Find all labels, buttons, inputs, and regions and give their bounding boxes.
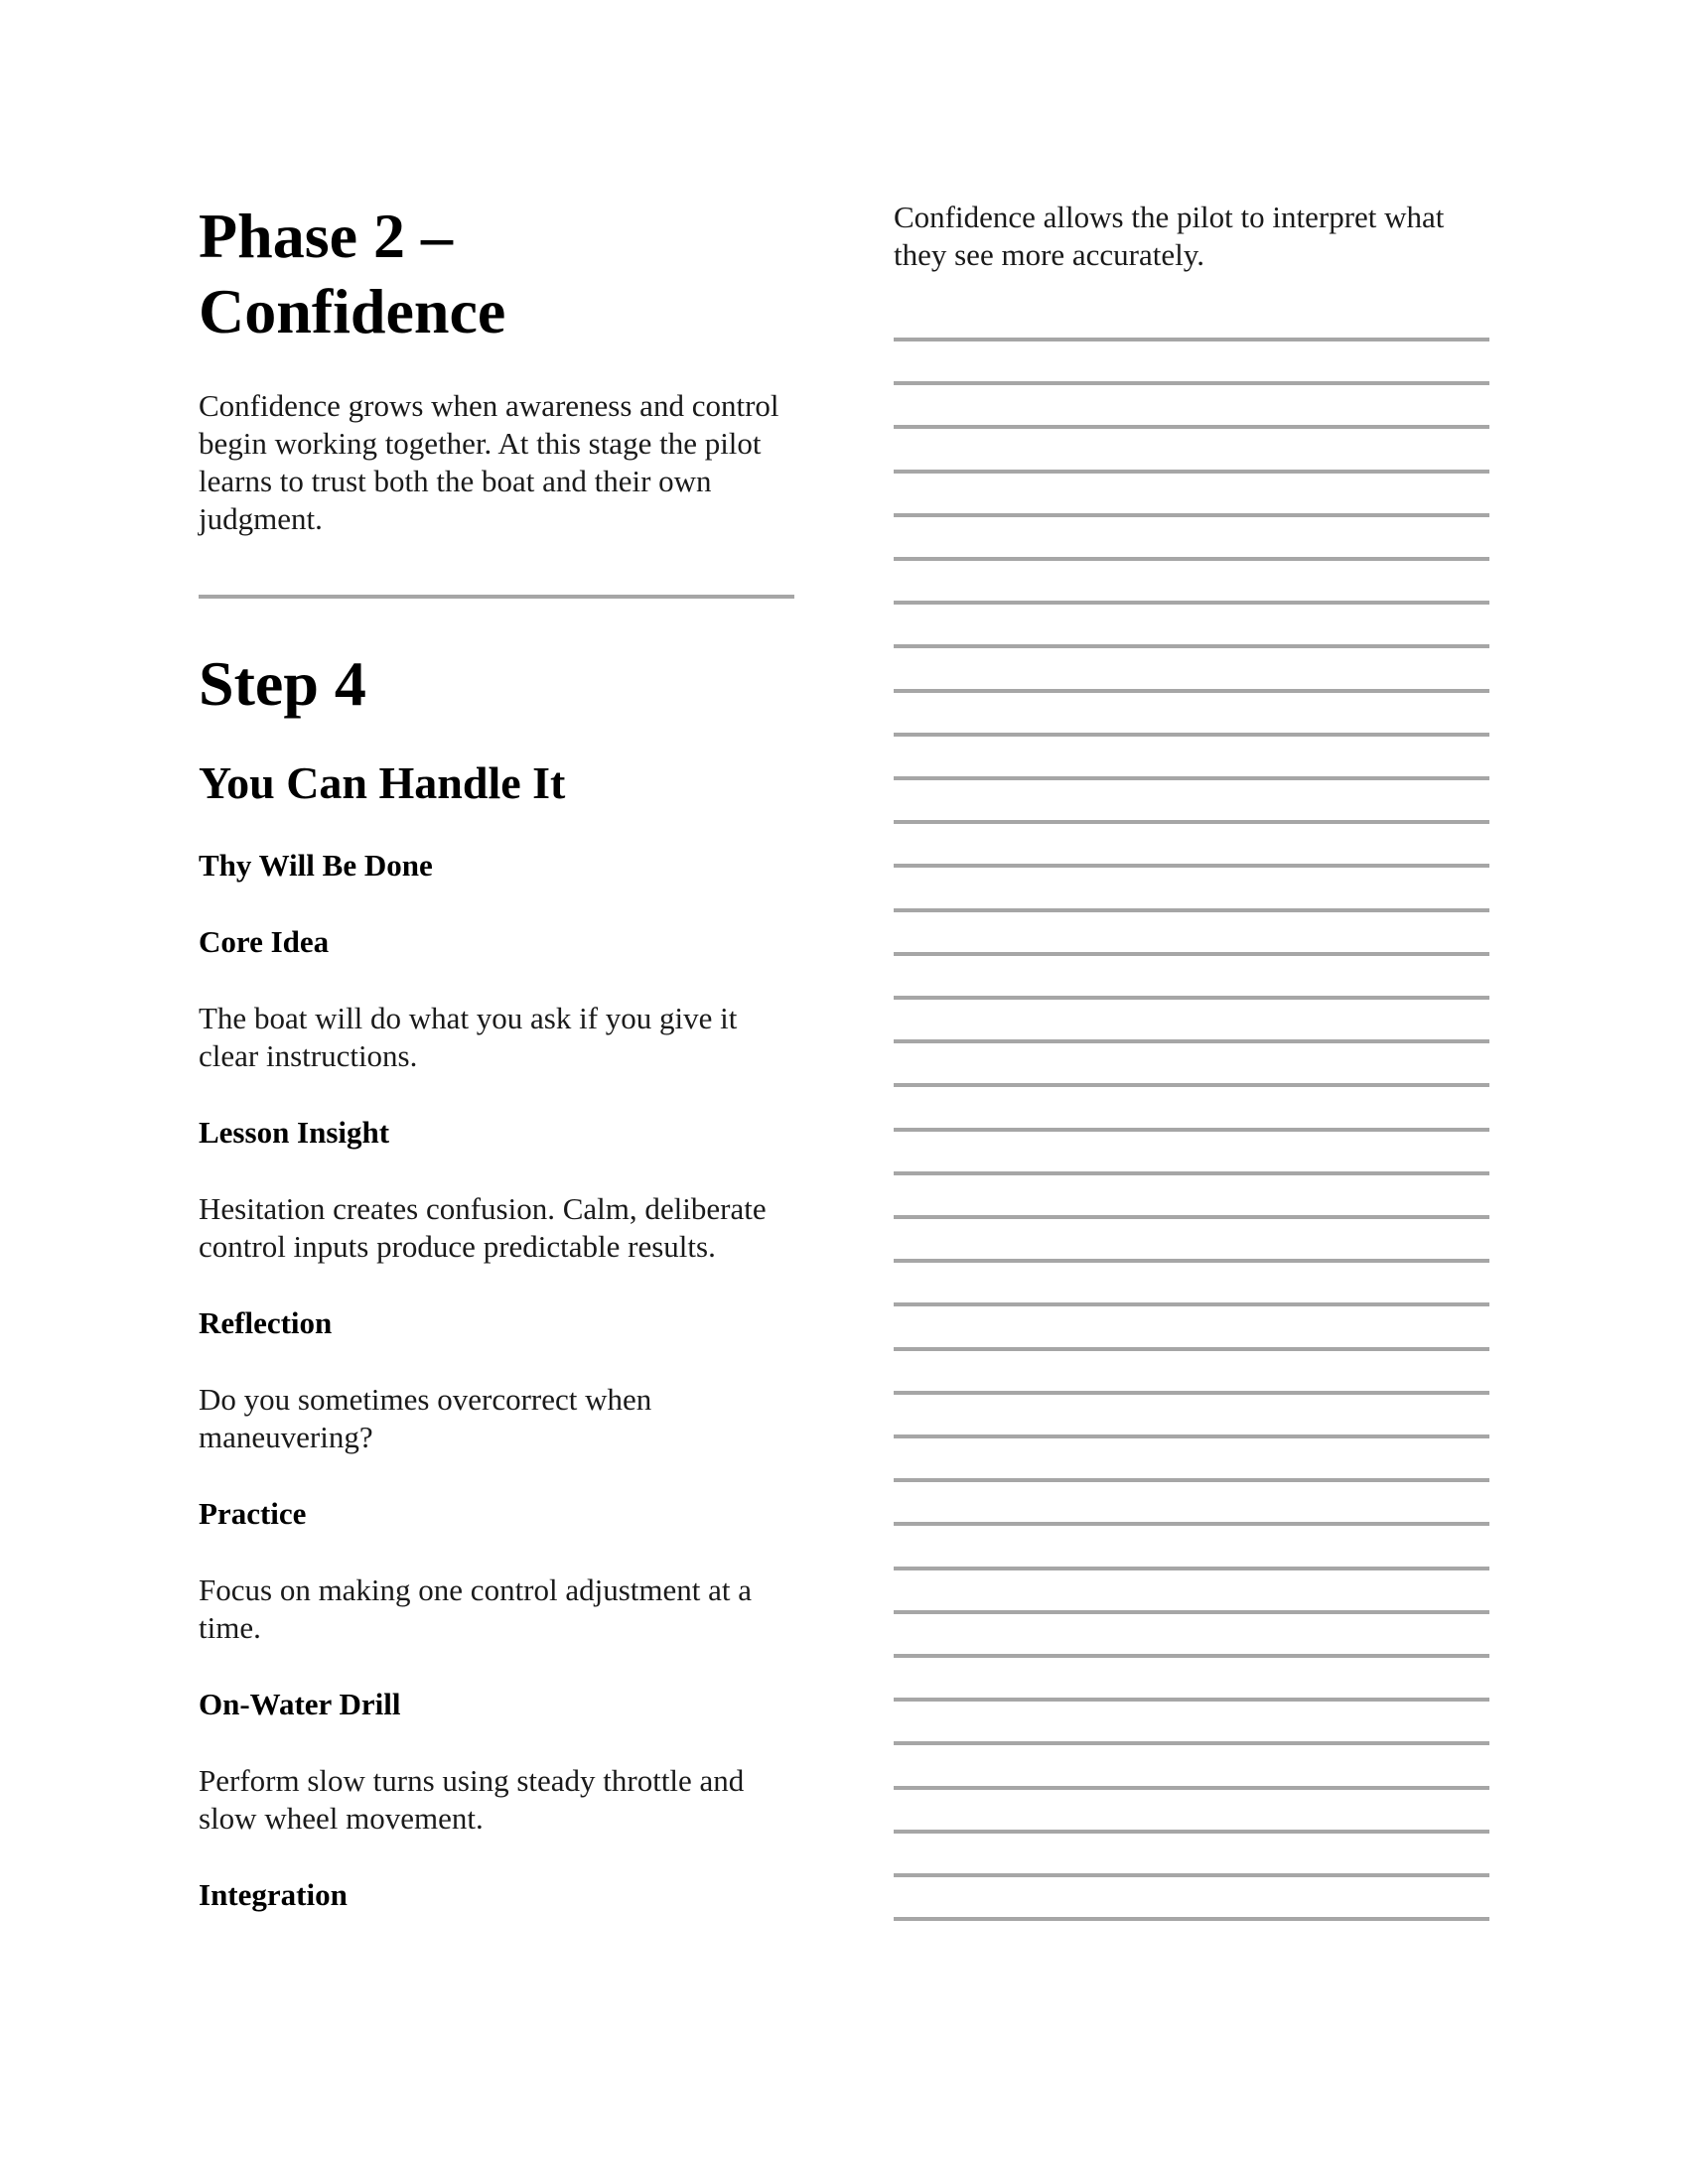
writing-line [894,513,1489,517]
phase-title-line1: Phase 2 – [199,201,453,271]
writing-line [894,1347,1489,1351]
phase-intro: Confidence grows when awareness and control begin working together. At this stage the pilot learns to trust both the boat and their own judgment. [199,388,779,536]
core-idea-label: Core Idea [199,924,330,959]
notes-intro-text: Confidence allows the pilot to interpret what they see more accurately. [894,200,1445,272]
writing-line [894,1391,1489,1395]
right-column [894,199,1489,274]
writing-line [894,425,1489,429]
writing-line [894,1259,1489,1263]
writing-line [894,1741,1489,1745]
on-water-drill-text: Perform slow turns using steady throttle and slow wheel movement. [199,1763,745,1836]
writing-line [894,952,1489,956]
phase-title [199,199,794,349]
integration-label: Integration [199,1877,348,1912]
writing-line [894,776,1489,780]
writing-line [894,1522,1489,1526]
writing-line [894,1698,1489,1702]
writing-line [894,1478,1489,1482]
writing-line [894,996,1489,1000]
writing-line [894,601,1489,605]
lesson-insight-label: Lesson Insight [199,1115,390,1150]
section-divider [199,595,794,599]
practice-text: Focus on making one control adjustment at a time. [199,1572,753,1645]
lesson-insight-text: Hesitation creates confusion. Calm, deliberate control inputs produce predictable results. [199,1191,767,1264]
writing-line [894,820,1489,824]
reflection-label: Reflection [199,1305,333,1340]
writing-line [894,1610,1489,1614]
writing-line [894,733,1489,737]
writing-line [894,1917,1489,1921]
writing-line [894,470,1489,474]
writing-line [894,1039,1489,1043]
writing-line [894,1083,1489,1087]
writing-line [894,381,1489,385]
writing-line [894,557,1489,561]
step-title: Step 4 [199,648,366,719]
practice-label: Practice [199,1496,307,1531]
core-idea-text: The boat will do what you ask if you give it clear instructions. [199,1001,738,1073]
writing-line [894,1786,1489,1790]
writing-line [894,1215,1489,1219]
writing-line [894,1302,1489,1306]
writing-line [894,1873,1489,1877]
left-column [199,199,794,1914]
writing-line [894,1171,1489,1175]
writing-line [894,1567,1489,1570]
on-water-drill-label: On-Water Drill [199,1687,401,1721]
writing-line [894,1654,1489,1658]
reflection-text: Do you sometimes overcorrect when maneuvering? [199,1382,652,1454]
writing-line [894,908,1489,912]
writing-line [894,689,1489,693]
writing-line [894,1434,1489,1438]
writing-line [894,1128,1489,1132]
writing-line [894,864,1489,868]
step-tagline: Thy Will Be Done [199,848,433,883]
writing-line [894,644,1489,648]
step-subtitle: You Can Handle It [199,757,566,808]
phase-title-line2: Confidence [199,276,506,346]
writing-line [894,1830,1489,1834]
writing-line [894,338,1489,341]
